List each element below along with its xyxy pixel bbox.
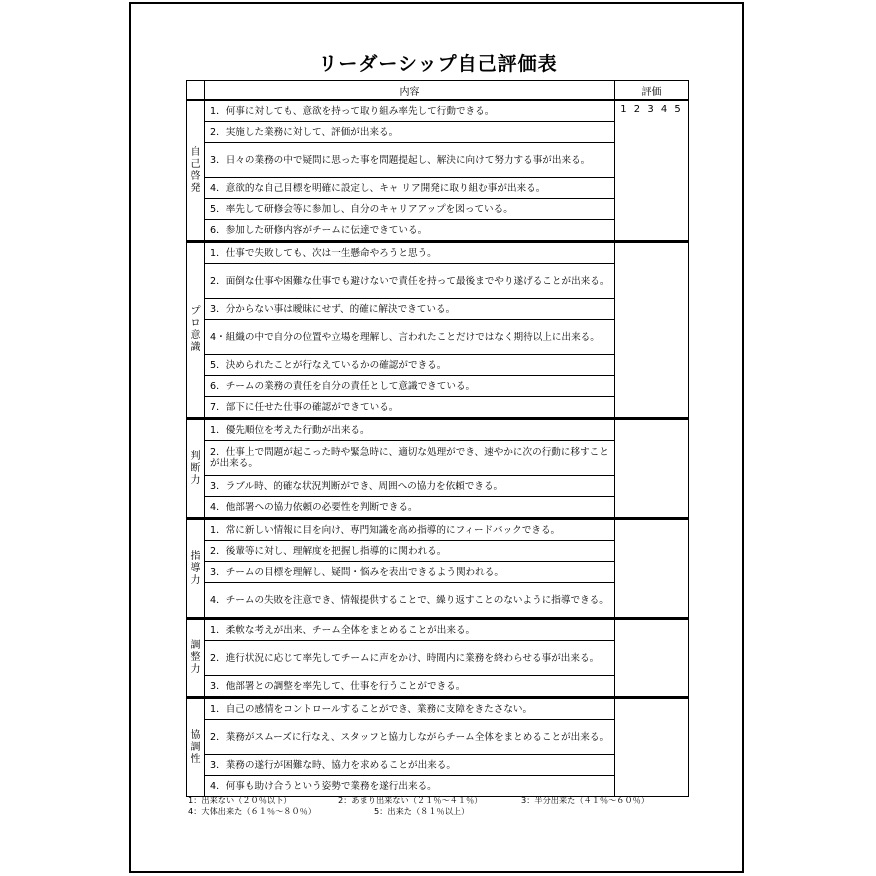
table-row: 3．業務の遂行が困難な時、協力を求めることが出来る。 xyxy=(205,755,615,776)
table-row: 3．分からない事は曖昧にせず、的確に解決できている。 xyxy=(205,299,615,320)
category-label: 指導力 xyxy=(190,550,201,586)
table-row: 4．他部署への協力依頼の必要性を判断できる。 xyxy=(205,497,615,519)
category-label: 協調性 xyxy=(190,729,201,765)
category-cell xyxy=(187,100,205,242)
legend-item: 2：あまり出来ない（２１％～４１％） xyxy=(338,795,483,805)
table-row: 3．日々の業務の中で疑問に思った事を問題提起し、解決に向けて努力する事が出来る。 xyxy=(205,143,615,178)
document-title: リーダーシップ自己評価表 xyxy=(318,53,558,75)
legend-item: 3：半分出来た（４１％～６０％） xyxy=(521,795,650,805)
table-row: 1．優先順位を考えた行動が出来る。 xyxy=(205,419,615,441)
table-row: 2．進行状況に応じて率先してチームに声をかけ、時間内に業務を終わらせる事が出来る。 xyxy=(205,641,615,676)
table-row: 2．業務がスムーズに行なえ、スタッフと協力しながらチーム全体をまとめることが出来る。 xyxy=(205,720,615,755)
header-rating: 評価 xyxy=(615,81,689,101)
table-row: 2．後輩等に対し、理解度を把握し指導的に関われる。 xyxy=(205,541,615,562)
table-row: 6．チームの業務の責任を自分の責任として意識できている。 xyxy=(205,376,615,397)
category-cell xyxy=(187,698,205,797)
table-row: 1．柔軟な考えが出来、チーム全体をまとめることが出来る。 xyxy=(205,619,615,641)
table-row: 2．仕事上で問題が起こった時や緊急時に、適切な処理ができ、速やかに次の行動に移すことが出来る。 xyxy=(205,441,615,476)
rating-cell xyxy=(615,100,689,242)
table-row: 4．何事も助け合うという姿勢で業務を遂行出来る。 xyxy=(205,776,615,797)
table-row: 4．チームの失敗を注意でき、情報提供することで、繰り返すことのないように指導できる。 xyxy=(205,583,615,619)
category-label: 自己啓発 xyxy=(190,146,201,194)
category-cell xyxy=(187,519,205,619)
table-row: 1．何事に対しても、意欲を持って取り組み率先して行動できる。 xyxy=(205,100,615,122)
rating-cell xyxy=(615,619,689,698)
table-row: 4・組織の中で自分の位置や立場を理解し、言われたことだけではなく期待以上に出来る。 xyxy=(205,320,615,355)
table-row: 1．自己の感情をコントロールすることができ、業務に支障をきたさない。 xyxy=(205,698,615,720)
table-row: 4．意欲的な自己目標を明確に設定し、キャ リア開発に取り組む事が出来る。 xyxy=(205,178,615,199)
table-row: 7．部下に任せた仕事の確認ができている。 xyxy=(205,397,615,419)
category-label: 判断力 xyxy=(190,450,201,486)
legend-item: 4：大体出来た（６１％～８０％） xyxy=(188,806,317,816)
table-row: 5．決められたことが行なえているかの確認ができる。 xyxy=(205,355,615,376)
legend-item: 5：出来た（８１％以上） xyxy=(374,806,470,816)
table-row: 1．仕事で失敗しても、次は一生懸命やろうと思う。 xyxy=(205,242,615,264)
table-row: 2．面倒な仕事や困難な仕事でも避けないで責任を持って最後までやり遂げることが出来る。 xyxy=(205,264,615,299)
evaluation-table xyxy=(186,80,689,797)
category-cell xyxy=(187,419,205,519)
rating-scale: 1 2 3 4 5 xyxy=(620,104,683,115)
table-row: 1．常に新しい情報に目を向け、専門知識を高め指導的にフィードバックできる。 xyxy=(205,519,615,541)
category-label: 調整力 xyxy=(190,640,201,675)
table-row: 2．実施した業務に対して、評価が出来る。 xyxy=(205,122,615,143)
header-category-cell xyxy=(187,81,205,101)
table-row: 3．ラブル時、的確な状況判断ができ、周囲への協力を依頼できる。 xyxy=(205,476,615,497)
rating-legend xyxy=(188,795,649,817)
header-content: 内容 xyxy=(205,81,615,101)
rating-cell xyxy=(615,242,689,419)
table-row: 3．他部署との調整を率先して、仕事を行うことができる。 xyxy=(205,676,615,698)
rating-cell xyxy=(615,519,689,619)
rating-cell xyxy=(615,419,689,519)
rating-cell xyxy=(615,698,689,797)
category-cell xyxy=(187,242,205,419)
legend-item: 1：出来ない（２０％以下） xyxy=(188,795,292,805)
table-row: 3．チームの目標を理解し、疑問・悩みを表出できるよう関われる。 xyxy=(205,562,615,583)
table-row: 5．率先して研修会等に参加し、自分のキャリアアップを図っている。 xyxy=(205,199,615,220)
table-row: 6．参加した研修内容がチームに伝達できている。 xyxy=(205,220,615,242)
category-label: プロ意識 xyxy=(190,306,201,353)
category-cell xyxy=(187,619,205,698)
